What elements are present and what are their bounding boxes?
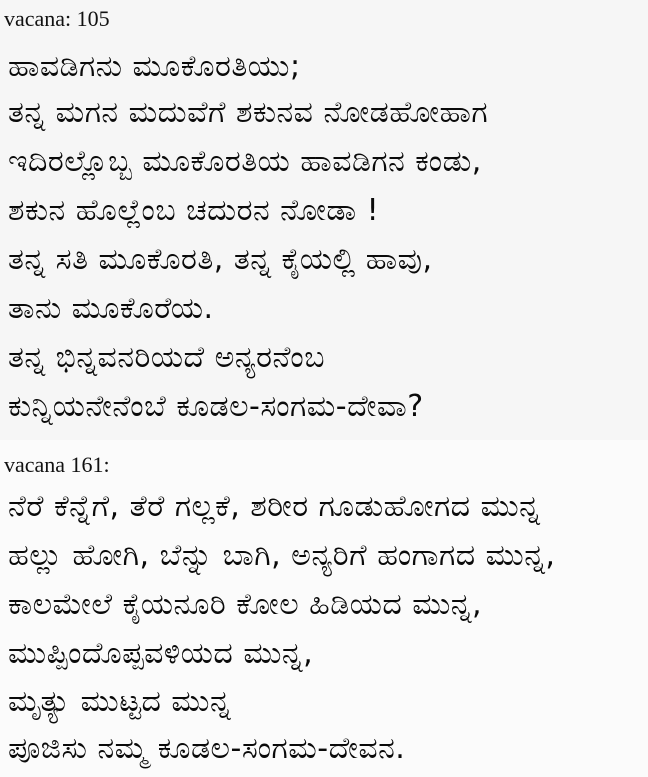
- verse-line: ಕಾಲಮೇಲೆ ಕೈಯನೂರಿ ಕೋಲ ಹಿಡಿಯದ ಮುನ್ನ,: [8, 587, 483, 622]
- verse-line: ಪೂಜಿಸು ನಮ್ಮ ಕೂಡಲ-ಸಂಗಮ-ದೇವನ.: [8, 731, 406, 766]
- verse-line: ಶಕುನ ಹೊಲ್ಲೆಂಬ ಚದುರನ ನೋಡಾ !: [8, 193, 380, 228]
- vacana-105-heading: vacana: 105: [4, 6, 110, 31]
- verse-line: ಇದಿರಲ್ಲೊಬ್ಬ ಮೂಕೊರತಿಯ ಹಾವಡಿಗನ ಕಂಡು,: [8, 144, 482, 179]
- verse-line: ತಾನು ಮೂಕೊರೆಯ.: [8, 291, 214, 326]
- verse-line: ಕುನ್ನಿಯನೇನೆಂಬೆ ಕೂಡಲ-ಸಂಗಮ-ದೇವಾ?: [8, 389, 424, 424]
- verse-line: ತನ್ನ ಮಗನ ಮದುವೆಗೆ ಶಕುನವ ನೋಡಹೋಹಾಗ: [8, 95, 489, 130]
- verse-line: ಹಾವಡಿಗನು ಮೂಕೊರತಿಯು;: [8, 49, 301, 84]
- verse-line: ತನ್ನ ಸತಿ ಮೂಕೊರತಿ, ತನ್ನ ಕೈಯಲ್ಲಿ ಹಾವು,: [8, 242, 433, 277]
- vacana-161-heading: vacana 161:: [4, 452, 110, 477]
- verse-line: ಮೃತ್ಯು ಮುಟ್ಟದ ಮುನ್ನ: [8, 684, 232, 719]
- vacana-161-block: [0, 440, 648, 777]
- verse-line: ಮುಪ್ಪಿಂದೊಪ್ಪವಳಿಯದ ಮುನ್ನ,: [8, 636, 314, 671]
- verse-line: ಹಲ್ಲು ಹೋಗಿ, ಬೆನ್ನು ಬಾಗಿ, ಅನ್ಯರಿಗೆ ಹಂಗಾಗದ ಮುನ್ನ,: [8, 538, 556, 573]
- verse-line: ತನ್ನ ಭಿನ್ನವನರಿಯದೆ ಅನ್ಯರನೆಂಬ: [8, 340, 326, 375]
- verse-line: ನೆರೆ ಕೆನ್ನೆಗೆ, ತೆರೆ ಗಲ್ಲಕೆ, ಶರೀರ ಗೂಡುಹೋಗದ ಮುನ್ನ: [8, 489, 541, 524]
